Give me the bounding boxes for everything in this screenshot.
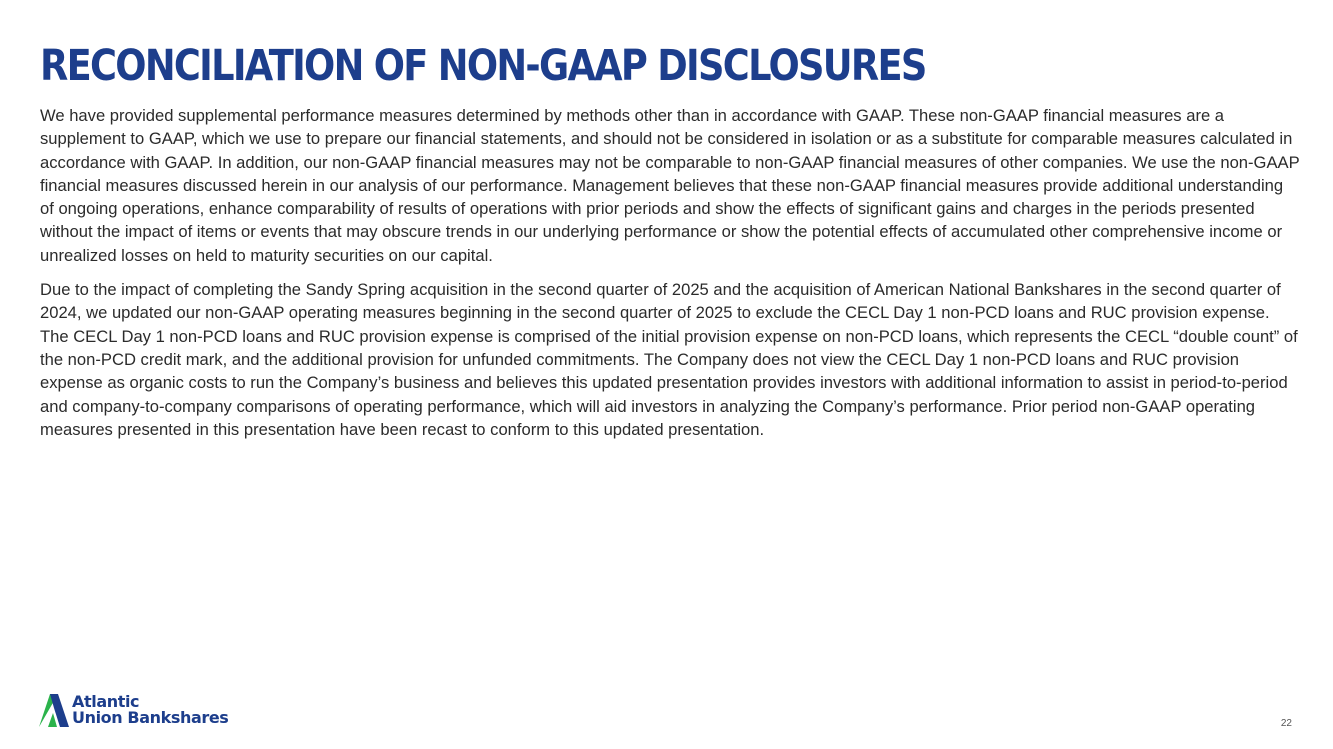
atlantic-union-a-logo-icon <box>39 693 69 727</box>
paragraph-cecl-update: Due to the impact of completing the Sandy Spring acquisition in the second quarter of 2025 and the acquisition of American National Bankshares in the second quarter of 2024, we updated our non-GAAP operating measures beginning in the second quarter of 2025 to exclude the CECL Day 1 non-PCD loans and RUC provision expense. The CECL Day 1 non-PCD loans and RUC provision expense is comprised of the initial provision expense on non-PCD loans, which represents the CECL “double count” of the non-PCD credit mark, and the additional provision for unfunded commitments. The Company does not view the CECL Day 1 non-PCD loans and RUC provision expense as organic costs to run the Company’s business and believes this updated presentation provides investors with additional information to assist in period-to-period and company-to-company comparisons of operating performance, which will aid investors in analyzing the Company’s performance. Prior period non-GAAP operating measures presented in this presentation have been recast to conform to this updated presentation. <box>40 280 1298 439</box>
body-text <box>40 104 1300 452</box>
logo-wordmark <box>72 694 228 726</box>
page-number: 22 <box>1280 718 1292 729</box>
logo-line-2: Union Bankshares <box>72 708 229 727</box>
logo-line-1: Atlantic <box>72 692 140 711</box>
company-logo <box>39 692 228 728</box>
page-title: RECONCILIATION OF NON-GAAP DISCLOSURES <box>40 41 926 91</box>
paragraph-non-gaap-overview: We have provided supplemental performance measures determined by methods other than in accordance with GAAP. These non-GAAP financial measures are a supplement to GAAP, which we use to prepare our financial statements, and should not be considered in isolation or as a substitute for comparable measures calculated in accordance with GAAP. In addition, our non-GAAP financial measures may not be comparable to non-GAAP financial measures of other companies. We use the non-GAAP financial measures discussed herein in our analysis of our performance. Management believes that these non-GAAP financial measures provide additional understanding of ongoing operations, enhance comparability of results of operations with prior periods and show the effects of significant gains and charges in the periods presented without the impact of items or events that may obscure trends in our underlying performance or show the potential effects of accumulated other comprehensive income or unrealized losses on held to maturity securities on our capital. <box>40 106 1300 265</box>
